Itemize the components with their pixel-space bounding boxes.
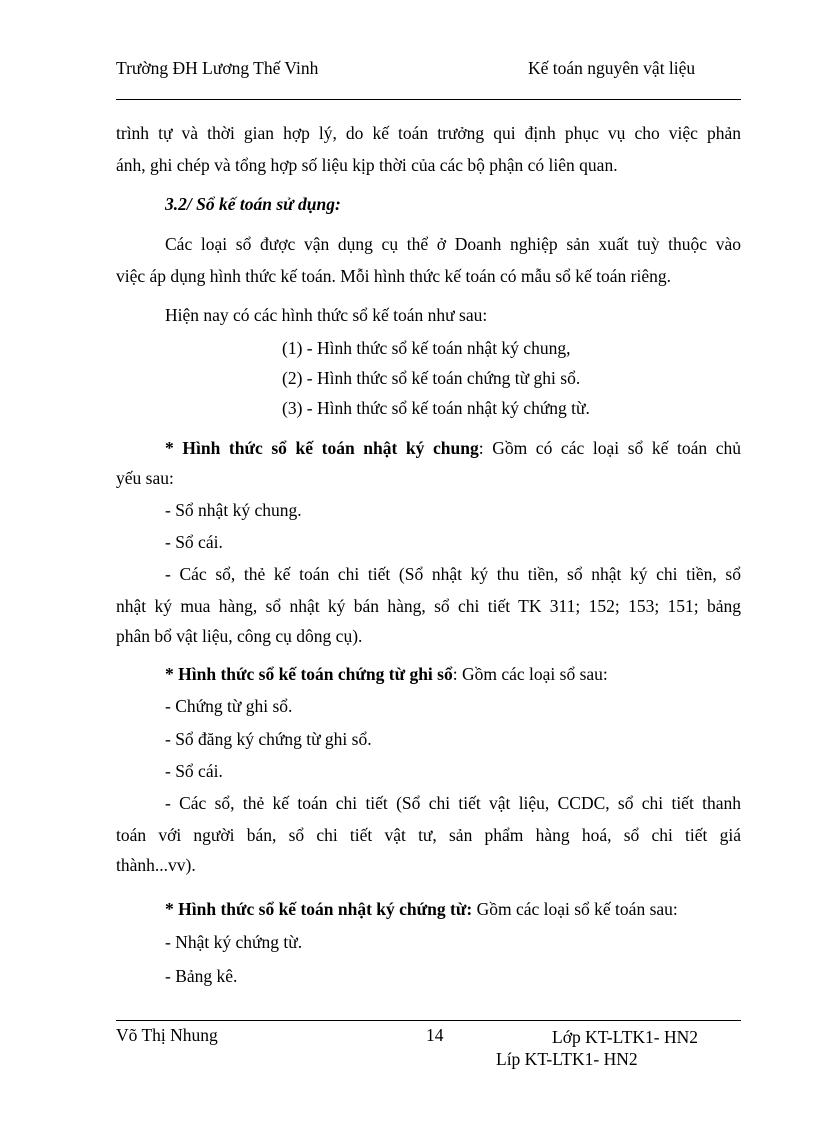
form-list-item-1: (1) - Hình thức sổ kế toán nhật ký chung, — [282, 338, 571, 358]
nkc-item-2: - Sổ cái. — [165, 532, 223, 552]
paragraph-1-line-2: việc áp dụng hình thức kế toán. Mỗi hình thức kế toán có mẫu sổ kế toán riêng. — [116, 266, 672, 286]
header-rule — [116, 99, 741, 100]
form-list-item-3: (3) - Hình thức sổ kế toán nhật ký chứng từ. — [282, 398, 590, 418]
nkc-heading-continuation: yếu sau: — [116, 468, 174, 488]
paragraph-2: Hiện nay có các hình thức sổ kế toán như sau: — [165, 305, 488, 325]
footer-class-line-2: Líp KT-LTK1- HN2 — [496, 1049, 638, 1069]
ctgs-item-1: - Chứng từ ghi sổ. — [165, 696, 293, 716]
nkct-heading: * Hình thức sổ kế toán nhật ký chứng từ: — [165, 899, 473, 919]
nkct-heading-line — [165, 898, 678, 920]
ctgs-item-4-line-1: - Các sổ, thẻ kế toán chi tiết (Sổ chi tiết vật liệu, CCDC, sổ chi tiết thanh — [165, 793, 741, 813]
header-document-title: Kế toán nguyên vật liệu — [528, 58, 696, 78]
intro-line-2: ánh, ghi chép và tổng hợp số liệu kịp thời của các bộ phận có liên quan. — [116, 155, 618, 175]
nkc-item-3-line-2: nhật ký mua hàng, sổ nhật ký bán hàng, sổ chi tiết TK 311; 152; 153; 151; bảng — [116, 596, 741, 616]
footer-class-line-1: Lớp KT-LTK1- HN2 — [552, 1027, 699, 1047]
form-list-item-2: (2) - Hình thức sổ kế toán chứng từ ghi sổ. — [282, 368, 581, 388]
nkc-item-1: - Sổ nhật ký chung. — [165, 500, 302, 520]
ctgs-heading-line — [165, 663, 608, 685]
footer-author: Võ Thị Nhung — [116, 1025, 218, 1045]
ctgs-heading: * Hình thức sổ kế toán chứng từ ghi sổ — [165, 664, 453, 684]
nkc-item-3-line-1: - Các sổ, thẻ kế toán chi tiết (Sổ nhật ký thu tiền, sổ nhật ký chi tiền, sổ — [165, 564, 741, 584]
nkc-heading: * Hình thức sổ kế toán nhật ký chung — [165, 438, 479, 458]
nkc-heading-rest: : Gồm có các loại sổ kế toán chủ — [478, 438, 741, 458]
footer-rule — [116, 1020, 741, 1021]
ctgs-item-2: - Sổ đăng ký chứng từ ghi sổ. — [165, 729, 372, 749]
nkct-item-1: - Nhật ký chứng từ. — [165, 932, 303, 952]
nkct-heading-rest: Gồm các loại sổ kế toán sau: — [472, 899, 678, 919]
section-title: 3.2/ Sổ kế toán sử dụng: — [165, 194, 341, 214]
ctgs-item-4-line-3: thành...vv). — [116, 855, 196, 875]
intro-line-1: trình tự và thời gian hợp lý, do kế toán trưởng qui định phục vụ cho việc phản — [116, 123, 741, 143]
nkc-item-3-line-3: phân bổ vật liệu, công cụ dông cụ). — [116, 626, 363, 646]
paragraph-1-line-1: Các loại sổ được vận dụng cụ thể ở Doanh nghiệp sản xuất tuỳ thuộc vào — [165, 234, 741, 254]
footer-page-number: 14 — [426, 1025, 444, 1045]
ctgs-item-4-line-2: toán với người bán, sổ chi tiết vật tư, sản phẩm hàng hoá, sổ chi tiết giá — [116, 825, 741, 845]
nkct-item-2: - Bảng kê. — [165, 966, 238, 986]
ctgs-heading-rest: : Gồm các loại sổ sau: — [452, 664, 608, 684]
nkc-heading-line — [165, 437, 741, 459]
header-school-name: Trường ĐH Lương Thế Vinh — [116, 58, 319, 78]
ctgs-item-3: - Sổ cái. — [165, 761, 223, 781]
